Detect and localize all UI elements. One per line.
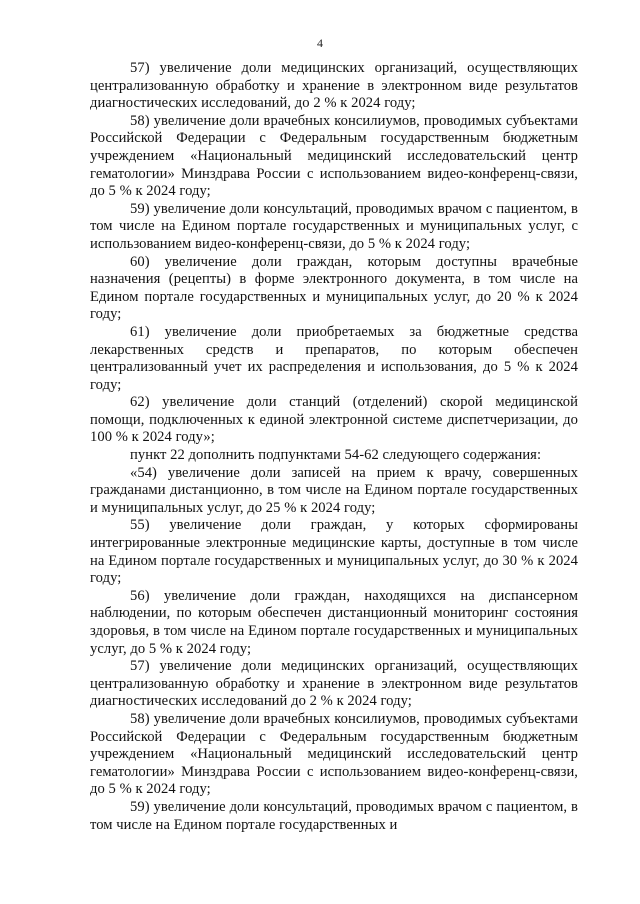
paragraph-60: 60) увеличение доли граждан, которым доступны врачебные назначения (рецепты) в форме электронного документа, в том числе на Едином портале государственных и муниципальных услуг, до 20 % к 2024 году; [90,253,578,323]
paragraph-56: 56) увеличение доли граждан, находящихся на диспансерном наблюдении, по которым обеспечен дистанционный мониторинг состояния здоровья, в том числе на Едином портале государственных и муниципальных услуг, до 5 % к 2024 году; [90,587,578,657]
paragraph-59-first: 59) увеличение доли консультаций, проводимых врачом с пациентом, в том числе на Едином портале государственных и муниципальных услуг, с использованием видео-конференц-связи, до 5 % к 2024 году; [90,200,578,252]
paragraph-punkt-22: пункт 22 дополнить подпунктами 54-62 следующего содержания: [130,447,542,464]
paragraph-58-first: 58) увеличение доли врачебных консилиумов, проводимых субъектами Российской Федерации с Федеральным государственным бюджетным учреждением «Национальный медицинский исследовательский центр гематологии» Минздрава России с использованием видео-конференц-связи, до 5 % к 2024 году; [90,112,578,200]
document-body [90,60,578,834]
paragraph-57-second: 57) увеличение доли медицинских организаций, осуществляющих централизованную обработку и хранение в электронном виде результатов диагностических исследований до 2 % к 2024 году; [90,658,578,710]
paragraph-57-first: 57) увеличение доли медицинских организаций, осуществляющих централизованную обработку и хранение в электронном виде результатов диагностических исследований, до 2 % к 2024 году; [90,60,578,112]
paragraph-58-second: 58) увеличение доли врачебных консилиумов, проводимых субъектами Российской Федерации с Федеральным государственным бюджетным учреждением «Национальный медицинский исследовательский центр гематологии» Минздрава России с использованием видео-конференц-связи, до 5 % к 2024 году; [90,710,578,798]
page-number: 4 [317,36,323,50]
paragraph-59-second: 59) увеличение доли консультаций, проводимых врачом с пациентом, в том числе на Едином портале государственных и [90,798,578,833]
paragraph-61: 61) увеличение доли приобретаемых за бюджетные средства лекарственных средств и препаратов, по которым обеспечен централизованный учет их распределения и использования, до 5 % к 2024 году; [90,323,578,393]
paragraph-54: «54) увеличение доли записей на прием к врачу, совершенных гражданами дистанционно, в том числе на Едином портале государственных и муниципальных услуг, до 25 % к 2024 году; [90,464,578,516]
paragraph-55: 55) увеличение доли граждан, у которых сформированы интегрированные электронные медицинские карты, доступные в том числе на Едином портале государственных и муниципальных услуг, до 30 % к 2024 году; [90,517,578,587]
paragraph-62: 62) увеличение доли станций (отделений) скорой медицинской помощи, подключенных к единой электронной системе диспетчеризации, до 100 % к 2024 году»; [90,394,578,446]
